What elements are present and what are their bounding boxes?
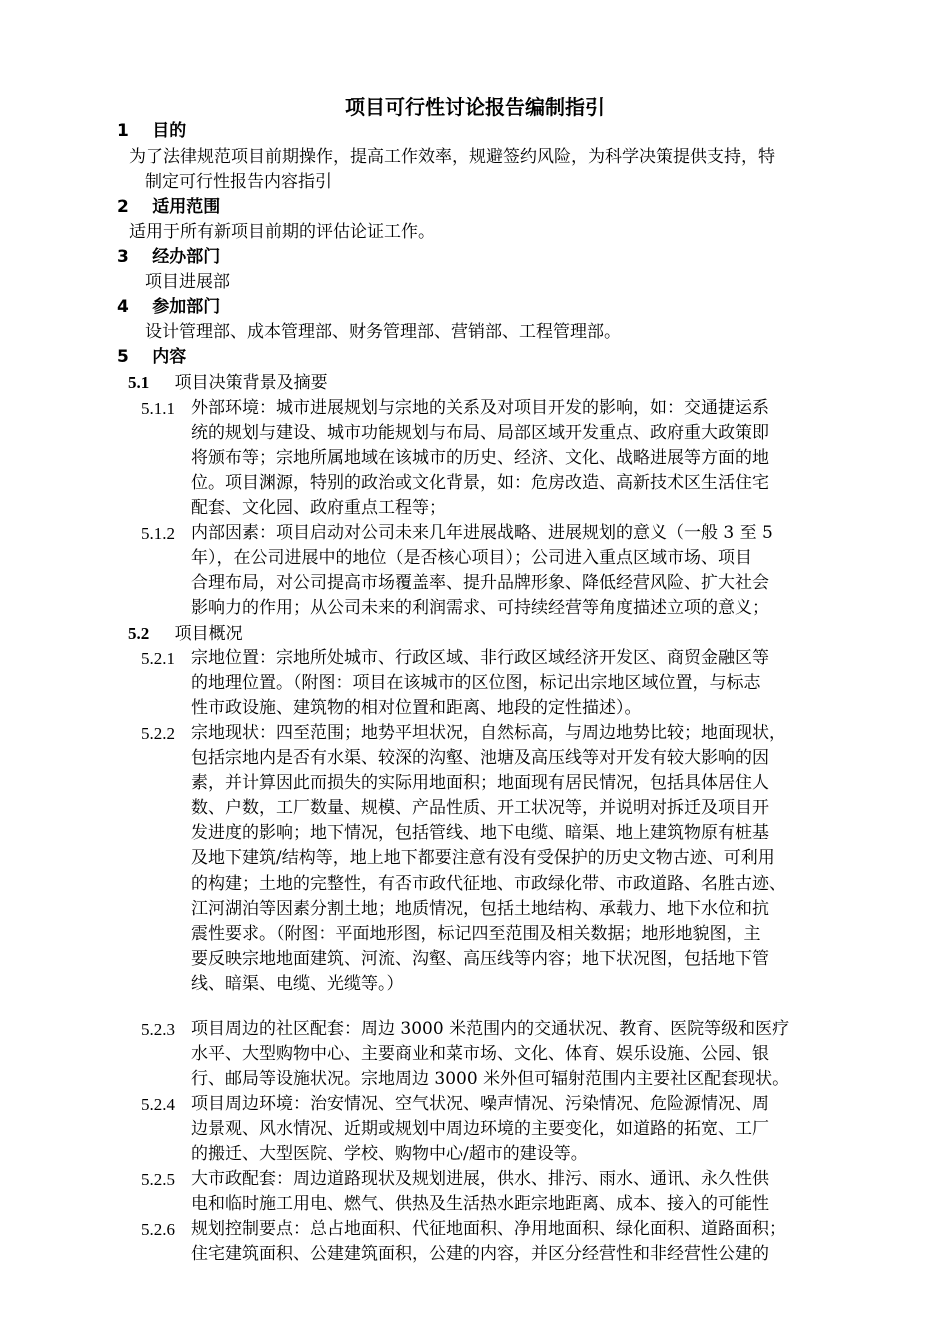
item-number: 5.2.2	[141, 724, 175, 743]
text-line: 素，并计算因此而损失的实际用地面积；地面现有居民情况，包括具体居住人	[191, 773, 769, 794]
section-number: 1	[117, 121, 129, 141]
subsection-number: 5.1	[128, 373, 150, 392]
text-line: 统的规划与建设、城市功能规划与布局、局部区域开发重点、政府重大政策即	[191, 423, 769, 444]
text-line: 要反映宗地地面建筑、河流、沟壑、高压线等内容；地下状况图，包括地下管	[191, 948, 769, 969]
section-title: 经办部门	[152, 247, 221, 267]
text-line: 电和临时施工用电、燃气、供热及生活热水距宗地距离、成本、接入的可能性	[191, 1194, 769, 1215]
item-number: 5.1.2	[141, 524, 175, 543]
section-5-heading	[117, 345, 186, 370]
section-number: 5	[117, 347, 129, 367]
text-line: 项目周边的社区配套：周边 3000 米范围内的交通状况、教育、医院等级和医疗	[191, 1019, 790, 1039]
section-3-text: 项目进展部	[145, 272, 230, 292]
section-4-text: 设计管理部、成本管理部、财务管理部、营销部、工程管理部。	[145, 322, 621, 342]
text-line: 年），在公司进展中的地位（是否核心项目）；公司进入重点区域市场、项目	[191, 548, 752, 569]
item-5-1-1-text	[191, 396, 769, 521]
item-number: 5.2.1	[141, 649, 175, 668]
section-3-heading	[117, 245, 220, 270]
text-line: 宗地现状：四至范围；地势平坦状况，自然标高，与周边地势比较；地面现状，	[191, 723, 786, 743]
item-5-1-2-text	[191, 521, 773, 621]
item-number: 5.2.5	[141, 1170, 175, 1189]
text-line: 宗地位置：宗地所处城市、行政区域、非行政区域经济开发区、商贸金融区等	[191, 648, 769, 668]
subsection-title: 项目概况	[174, 624, 243, 644]
text-line: 位。项目渊源，特别的政治或文化背景，如：危房改造、高新技术区生活住宅	[191, 473, 769, 494]
section-number: 2	[117, 197, 129, 217]
section-number: 3	[117, 247, 129, 267]
text-line: 江河湖泊等因素分割土地；地质情况，包括土地结构、承载力、地下水位和抗	[191, 898, 769, 919]
text-line: 行、邮局等设施状况。宗地周边 3000 米外但可辐射范围内主要社区配套现状。	[191, 1069, 790, 1090]
text-line: 震性要求。（附图：平面地形图，标记四至范围及相关数据；地形地貌图，主	[191, 923, 761, 944]
text-line: 的地理位置。（附图：项目在该城市的区位图，标记出宗地区域位置，与标志	[191, 673, 761, 694]
text-line: 配套、文化园、政府重点工程等；	[191, 498, 446, 519]
section-2-text: 适用于所有新项目前期的评估论证工作。	[129, 222, 435, 242]
subsection-5-1-heading	[128, 370, 328, 396]
section-number: 4	[117, 297, 129, 317]
text-line: 数、户数，工厂数量、规模、产品性质、开工状况等，并说明对拆迁及项目开	[191, 798, 769, 819]
text-line: 规划控制要点：总占地面积、代征地面积、净用地面积、绿化面积、道路面积；	[191, 1219, 786, 1239]
section-title: 目的	[152, 121, 187, 141]
text-line: 住宅建筑面积、公建建筑面积，公建的内容，并区分经营性和非经营性公建的	[191, 1244, 769, 1265]
text-line: 水平、大型购物中心、主要商业和菜市场、文化、体育、娱乐设施、公园、银	[191, 1044, 769, 1065]
section-2-heading	[117, 195, 220, 220]
text-line: 合理布局，对公司提高市场覆盖率、提升品牌形象、降低经营风险、扩大社会	[191, 573, 769, 594]
section-1-text-line-1: 为了法律规范项目前期操作，提高工作效率，规避签约风险，为科学决策提供支持，特	[129, 147, 775, 167]
section-1-text-line-2: 制定可行性报告内容指引	[145, 172, 332, 192]
item-5-2-2-text	[191, 721, 786, 997]
subsection-number: 5.2	[128, 624, 150, 643]
item-5-2-4-text	[191, 1092, 769, 1167]
text-line: 大市政配套：周边道路现状及规划进展，供水、排污、雨水、通讯、永久性供	[191, 1169, 769, 1189]
section-title: 内容	[152, 347, 187, 367]
item-5-2-5-text	[191, 1167, 769, 1217]
text-line: 包括宗地内是否有水渠、较深的沟壑、池塘及高压线等对开发有较大影响的因	[191, 748, 769, 769]
text-line: 外部环境：城市进展规划与宗地的关系及对项目开发的影响，如：交通捷运系	[191, 398, 769, 418]
item-number: 5.2.3	[141, 1020, 175, 1039]
text-line: 内部因素：项目启动对公司未来几年进展战略、进展规划的意义（一般 3 至 5	[191, 523, 773, 543]
subsection-title: 项目决策背景及摘要	[174, 373, 328, 393]
section-1-heading	[117, 119, 186, 144]
text-line: 发进度的影响；地下情况，包括管线、地下电缆、暗渠、地上建筑物原有桩基	[191, 823, 769, 844]
section-4-heading	[117, 295, 220, 320]
item-5-2-1-text	[191, 646, 769, 721]
section-title: 参加部门	[152, 297, 221, 317]
text-line: 边景观、风水情况、近期或规划中周边环境的主要变化，如道路的拓宽、工厂	[191, 1119, 769, 1140]
text-line: 及地下建筑/结构等，地上地下都要注意有没有受保护的历史文物古迹、可利用	[191, 848, 775, 869]
text-line: 将颁布等；宗地所属地域在该城市的历史、经济、文化、战略进展等方面的地	[191, 448, 769, 469]
item-5-2-6-text	[191, 1217, 786, 1267]
item-5-2-3-text	[191, 1017, 789, 1092]
text-line: 项目周边环境：治安情况、空气状况、噪声情况、污染情况、危险源情况、周	[191, 1094, 769, 1114]
section-title: 适用范围	[152, 197, 221, 217]
subsection-5-2-heading	[128, 621, 243, 647]
document-title: 项目可行性讨论报告编制指引	[345, 95, 605, 119]
item-number: 5.1.1	[141, 399, 175, 418]
text-line: 的构建；土地的完整性，有否市政代征地、市政绿化带、市政道路、名胜古迹、	[191, 873, 786, 894]
text-line: 的搬迁、大型医院、学校、购物中心/超市的建设等。	[191, 1144, 588, 1165]
text-line: 影响力的作用；从公司未来的利润需求、可持续经营等角度描述立项的意义；	[191, 598, 769, 619]
item-number: 5.2.4	[141, 1095, 175, 1114]
text-line: 线、暗渠、电缆、光缆等。）	[191, 973, 404, 994]
item-number: 5.2.6	[141, 1220, 175, 1239]
text-line: 性市政设施、建筑物的相对位置和距离、地段的定性描述）。	[191, 698, 642, 719]
